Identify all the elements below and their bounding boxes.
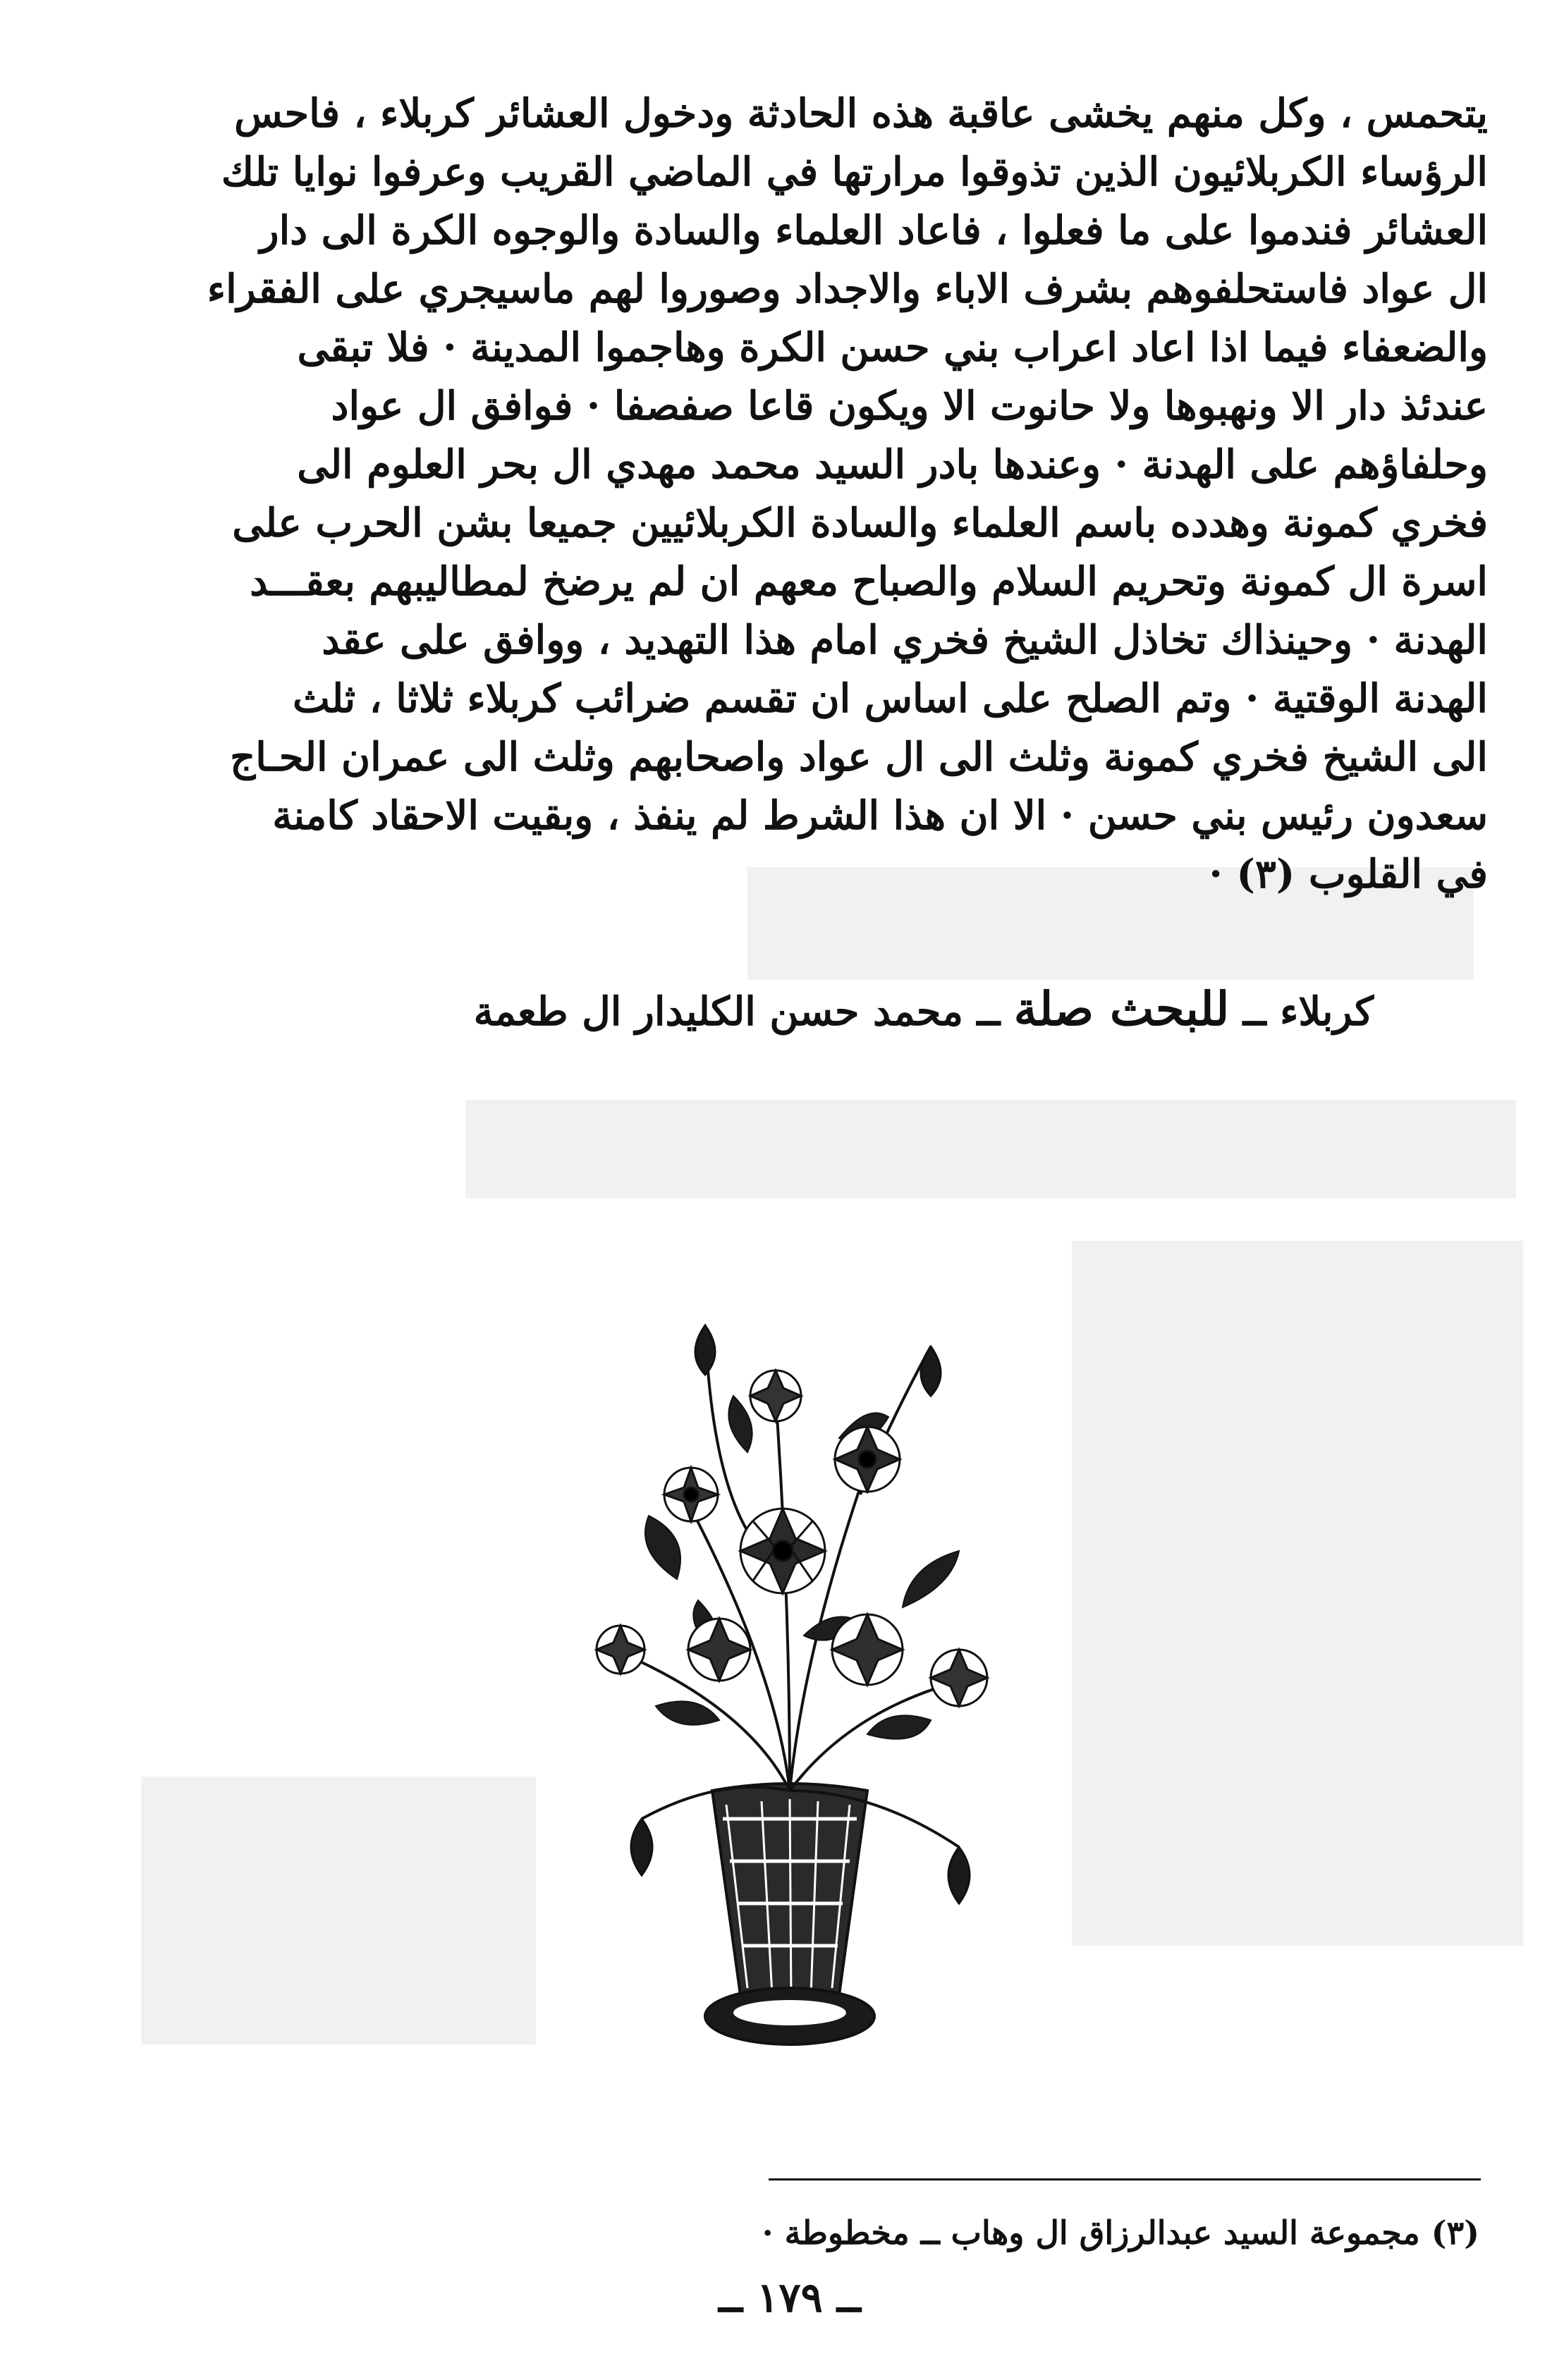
- caption-continued: للبحث صلة: [1013, 981, 1230, 1036]
- section-caption: [474, 981, 1374, 1036]
- caption-location: كربلاء ــ: [1229, 988, 1374, 1035]
- body-line: وحلفاؤهم على الهدنة · وعندها بادر السيد محمد مهدي ال بحر العلوم الى: [297, 441, 1488, 488]
- scan-smudge-mid: [465, 1100, 1516, 1198]
- body-line: العشائر فندموا على ما فعلوا ، فاعاد العلماء والسادة والوجوه الكرة الى دار: [259, 207, 1488, 254]
- body-line: الهدنة الوقتية · وتم الصلح على اساس ان تقسم ضرائب كربلاء ثلاثا ، ثلث: [293, 675, 1488, 722]
- body-line: فخري كمونة وهدده باسم العلماء والسادة الكربلائيين جميعا بشن الحرب على: [232, 500, 1488, 546]
- scan-smudge-right: [1072, 1241, 1523, 1946]
- body-line: سعدون رئيس بني حسن · الا ان هذا الشرط لم ينفذ ، وبقيت الاحقاد كامنة: [272, 792, 1488, 839]
- scan-smudge-left: [141, 1777, 536, 2044]
- footnote-separator: [769, 2178, 1481, 2180]
- vase: [705, 1784, 874, 2044]
- body-line: في القلوب (٣) ·: [1209, 851, 1488, 897]
- caption-author: ــ محمد حسن الكليدار ال طعمة: [473, 988, 1014, 1035]
- body-line: الرؤساء الكربلائيون الذين تذوقوا مرارتها في الماضي القريب وعرفوا نوايا تلك: [221, 149, 1488, 195]
- body-line: عندئذ دار الا ونهبوها ولا حانوت الا ويكون قاعا صفصفا · فوافق ال عواد: [331, 383, 1488, 429]
- body-line: الهدنة · وحينذاك تخاذل الشيخ فخري امام هذا التهديد ، ووافق على عقد: [322, 617, 1488, 663]
- flower-vase-illustration: [536, 1283, 1044, 2059]
- page-number: ــ ١٧٩ ــ: [719, 2274, 861, 2321]
- footnote: (٣) مجموعة السيد عبدالرزاق ال وهاب ــ مخطوطة ·: [762, 2214, 1479, 2252]
- body-line: والضعفاء فيما اذا اعاد اعراب بني حسن الكرة وهاجموا المدينة · فلا تبقى: [297, 324, 1488, 371]
- body-line: يتحمس ، وكل منهم يخشى عاقبة هذه الحادثة ودخول العشائر كربلاء ، فاحس: [234, 90, 1488, 137]
- body-line: ال عواد فاستحلفوهم بشرف الاباء والاجداد وصوروا لهم ماسيجري على الفقراء: [207, 266, 1488, 312]
- body-line: الى الشيخ فخري كمونة وثلث الى ال عواد واصحابهم وثلث الى عمران الحـاج: [230, 734, 1488, 780]
- body-line: اسرة ال كمونة وتحريم السلام والصباح معهم ان لم يرضخ لمطاليبهم بعقـــد: [250, 558, 1488, 605]
- body-paragraph: [106, 85, 1488, 904]
